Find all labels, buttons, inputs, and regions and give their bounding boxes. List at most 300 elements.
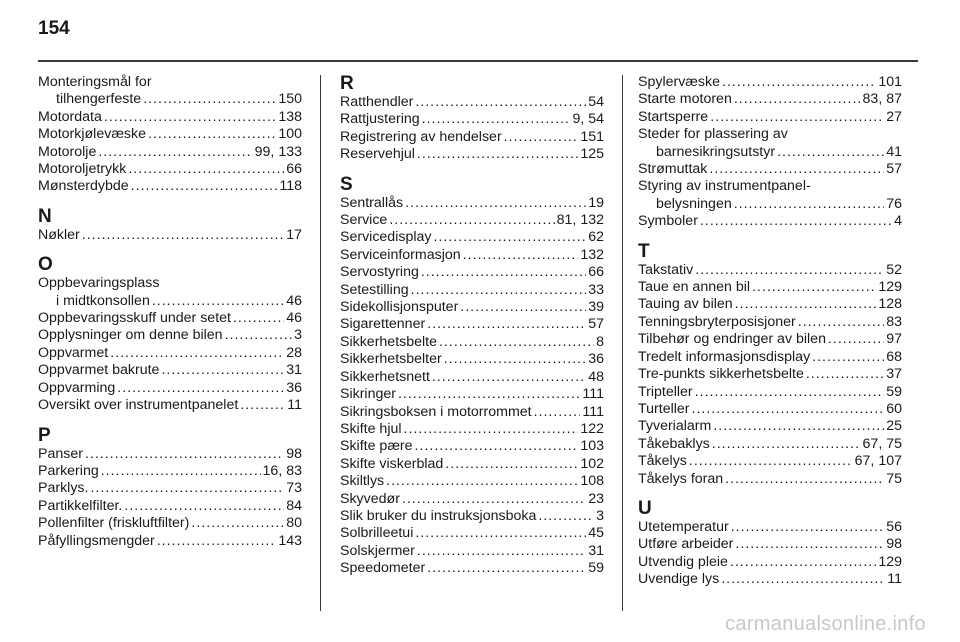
dot-leader bbox=[710, 109, 884, 126]
index-term: Uvendige lys bbox=[638, 571, 720, 588]
dot-leader bbox=[439, 334, 594, 351]
page-reference: 73 bbox=[286, 480, 302, 497]
index-term: Turteller bbox=[638, 400, 690, 417]
dot-leader bbox=[124, 498, 284, 515]
index-entry bbox=[38, 397, 302, 414]
index-term: Pollenfilter (friskluftfilter) bbox=[38, 515, 190, 532]
dot-leader bbox=[152, 293, 284, 310]
index-term: Servicedisplay bbox=[340, 229, 432, 246]
header-rule bbox=[38, 60, 918, 62]
index-term: Motordata bbox=[38, 108, 102, 125]
index-term: Mønsterdybde bbox=[38, 178, 129, 195]
index-entry bbox=[38, 362, 302, 379]
index-entry bbox=[638, 536, 902, 553]
index-entry bbox=[38, 227, 302, 244]
dot-leader bbox=[404, 421, 579, 438]
index-entry bbox=[38, 293, 302, 310]
dot-leader bbox=[700, 213, 892, 230]
index-term: Symboler bbox=[638, 213, 698, 230]
index-entry bbox=[340, 299, 604, 316]
index-term: Panser bbox=[38, 445, 83, 462]
dot-leader bbox=[233, 310, 284, 327]
page-reference: 27 bbox=[886, 108, 902, 125]
index-entry bbox=[638, 109, 902, 126]
dot-leader bbox=[712, 436, 861, 453]
index-entry bbox=[38, 144, 302, 161]
dot-leader bbox=[427, 316, 586, 333]
index-entry-heading: Monteringsmål for bbox=[38, 74, 152, 90]
page-reference: 129 bbox=[878, 279, 902, 296]
page-reference: 84 bbox=[286, 497, 302, 514]
index-term: Sikringer bbox=[340, 386, 396, 403]
page-reference: 66 bbox=[588, 264, 604, 281]
dot-leader bbox=[695, 384, 885, 401]
index-section-t bbox=[638, 242, 902, 488]
page-reference: 39 bbox=[588, 299, 604, 316]
page-reference: 60 bbox=[886, 400, 902, 417]
index-term: Oppbevaringsskuff under setet bbox=[38, 310, 231, 327]
dot-leader bbox=[752, 279, 876, 296]
dot-leader bbox=[427, 560, 586, 577]
page-reference: 46 bbox=[286, 292, 302, 309]
index-term: Sidekollisjonsputer bbox=[340, 299, 459, 316]
index-entry bbox=[340, 456, 604, 473]
page-reference: 17 bbox=[286, 226, 302, 243]
page-reference: 98 bbox=[886, 536, 902, 553]
index-term: Motoroljetrykk bbox=[38, 161, 127, 178]
index-entry bbox=[340, 316, 604, 333]
page-reference: 45 bbox=[588, 525, 604, 542]
index-section-u bbox=[638, 499, 902, 589]
page-reference: 23 bbox=[588, 490, 604, 507]
dot-leader bbox=[734, 91, 861, 108]
dot-leader bbox=[730, 554, 876, 571]
page-reference: 8 bbox=[596, 333, 604, 350]
page-reference: 81, 132 bbox=[556, 212, 604, 229]
index-entry bbox=[340, 525, 604, 542]
page-reference: 3 bbox=[294, 327, 302, 344]
index-term: Oppvarmet bakrute bbox=[38, 362, 160, 379]
dot-leader bbox=[402, 491, 586, 508]
index-term: Utvendig pleie bbox=[638, 553, 728, 570]
page-reference: 118 bbox=[279, 178, 302, 195]
index-term: Rattjustering bbox=[340, 111, 420, 128]
index-term: Opplysninger om denne bilen bbox=[38, 327, 223, 344]
index-section-r bbox=[340, 74, 604, 164]
index-entry bbox=[38, 480, 302, 497]
index-entry bbox=[38, 515, 302, 532]
index-entry bbox=[340, 334, 604, 351]
dot-leader bbox=[713, 418, 884, 435]
index-entry bbox=[340, 229, 604, 246]
dot-leader bbox=[421, 264, 586, 281]
dot-leader bbox=[734, 196, 884, 213]
dot-leader bbox=[725, 471, 884, 488]
index-term: Partikkelfilter. bbox=[38, 497, 123, 514]
index-term: i midtkonsollen bbox=[56, 292, 150, 309]
dot-leader bbox=[405, 195, 586, 212]
dot-leader bbox=[131, 178, 278, 195]
index-term: Tyverialarm bbox=[638, 418, 712, 435]
index-entry bbox=[38, 327, 302, 344]
page-reference: 108 bbox=[580, 473, 604, 490]
index-term: barnesikringsutstyr bbox=[656, 143, 776, 160]
index-entry bbox=[638, 296, 902, 313]
dot-leader bbox=[417, 543, 586, 560]
page-reference: 76 bbox=[886, 195, 902, 212]
index-entry bbox=[38, 446, 302, 463]
index-term: Solskjermer bbox=[340, 542, 415, 559]
index-entry bbox=[638, 366, 902, 383]
index-entry bbox=[638, 418, 902, 435]
index-term: Tilbehør og endringer av bilen bbox=[638, 331, 826, 348]
index-term: Utføre arbeider bbox=[638, 536, 734, 553]
index-entry bbox=[340, 351, 604, 368]
index-term: Skifte viskerblad bbox=[340, 455, 444, 472]
dot-leader bbox=[709, 161, 884, 178]
dot-leader bbox=[828, 331, 884, 348]
dot-leader bbox=[110, 345, 284, 362]
page-reference: 125 bbox=[580, 146, 604, 163]
dot-leader bbox=[417, 146, 578, 163]
dot-leader bbox=[85, 446, 284, 463]
index-entry bbox=[340, 212, 604, 229]
index-term: Slik bruker du instruksjonsboka bbox=[340, 507, 537, 524]
index-entry bbox=[38, 91, 302, 108]
index-term: Tripteller bbox=[638, 383, 693, 400]
section-letter: S bbox=[340, 173, 353, 195]
dot-leader bbox=[104, 109, 276, 126]
index-entry-heading: Styring av instrumentpanel- bbox=[638, 178, 811, 195]
index-entry bbox=[38, 109, 302, 126]
index-entry bbox=[38, 498, 302, 515]
index-term: Tåkelys foran bbox=[638, 470, 724, 487]
page-reference: 59 bbox=[588, 560, 604, 577]
page-reference: 57 bbox=[588, 316, 604, 333]
index-term: Skifte hjul bbox=[340, 420, 402, 437]
index-entry bbox=[638, 453, 902, 470]
index-section-o bbox=[38, 255, 302, 414]
dot-leader bbox=[692, 401, 885, 418]
dot-leader bbox=[415, 94, 586, 111]
dot-leader bbox=[411, 282, 587, 299]
dot-leader bbox=[806, 366, 884, 383]
page-reference: 99, 133 bbox=[254, 143, 302, 160]
dot-leader bbox=[460, 299, 586, 316]
index-term: Servostyring bbox=[340, 264, 419, 281]
section-letter: P bbox=[38, 424, 51, 446]
index-term: Serviceinformasjon bbox=[340, 246, 461, 263]
page-reference: 28 bbox=[286, 344, 302, 361]
page-reference: 98 bbox=[286, 445, 302, 462]
index-term: Tredelt informasjonsdisplay bbox=[638, 348, 811, 365]
index-entry bbox=[340, 94, 604, 111]
index-entry bbox=[38, 380, 302, 397]
page-reference: 16, 83 bbox=[262, 462, 302, 479]
page-reference: 11 bbox=[287, 397, 302, 414]
page-reference: 31 bbox=[588, 542, 604, 559]
dot-leader bbox=[98, 144, 252, 161]
index-term: Tåkebaklys bbox=[638, 435, 710, 452]
index-term: Spylervæske bbox=[638, 74, 721, 90]
page-reference: 66 bbox=[286, 161, 302, 178]
page-reference: 97 bbox=[886, 331, 902, 348]
index-entry bbox=[638, 331, 902, 348]
page-reference: 128 bbox=[878, 296, 902, 313]
index-entry bbox=[340, 491, 604, 508]
page-reference: 100 bbox=[278, 126, 302, 143]
index-term: Registrering av hendelser bbox=[340, 128, 502, 145]
page-reference: 4 bbox=[894, 213, 902, 230]
dot-leader bbox=[148, 126, 276, 143]
page-reference: 41 bbox=[886, 143, 902, 160]
index-entry bbox=[38, 310, 302, 327]
index-term: Oppvarming bbox=[38, 379, 116, 396]
page-reference: 62 bbox=[588, 229, 604, 246]
index-term: tilhengerfeste bbox=[56, 91, 142, 108]
index-term: Reservehjul bbox=[340, 146, 415, 163]
index-entry bbox=[638, 314, 902, 331]
dot-leader bbox=[689, 453, 853, 470]
page-reference: 46 bbox=[286, 310, 302, 327]
index-term: Startsperre bbox=[638, 108, 709, 125]
index-entry bbox=[638, 349, 902, 366]
index-entry bbox=[340, 508, 604, 525]
index-entry-heading: Oppbevaringsplass bbox=[38, 275, 160, 292]
index-entry bbox=[638, 554, 902, 571]
dot-leader bbox=[445, 456, 578, 473]
page-reference: 101 bbox=[878, 74, 902, 90]
index-entry bbox=[638, 384, 902, 401]
dot-leader bbox=[415, 438, 579, 455]
index-term: Skiltlys bbox=[340, 473, 385, 490]
index-entry bbox=[638, 262, 902, 279]
index-entry bbox=[38, 126, 302, 143]
dot-leader bbox=[128, 161, 284, 178]
index-column-2 bbox=[340, 74, 604, 578]
index-term: Påfyllingsmengder bbox=[38, 532, 155, 549]
index-entry bbox=[340, 195, 604, 212]
section-letter: O bbox=[38, 254, 53, 276]
dot-leader bbox=[240, 397, 285, 414]
page-reference: 150 bbox=[278, 91, 302, 108]
index-column-3 bbox=[638, 74, 902, 589]
dot-leader bbox=[463, 247, 579, 264]
page-reference: 122 bbox=[580, 420, 604, 437]
dot-leader bbox=[798, 314, 884, 331]
index-entry bbox=[38, 161, 302, 178]
page-number: 154 bbox=[38, 18, 70, 39]
index-term: Sikkerhetsbelte bbox=[340, 333, 437, 350]
index-entry bbox=[638, 196, 902, 213]
page-reference: 103 bbox=[580, 438, 604, 455]
page-reference: 33 bbox=[588, 281, 604, 298]
watermark: carmanualsonline.info bbox=[725, 613, 926, 635]
dot-leader bbox=[735, 296, 877, 313]
dot-leader bbox=[721, 571, 885, 588]
index-entry bbox=[638, 401, 902, 418]
dot-leader bbox=[157, 533, 277, 550]
index-term: Strømuttak bbox=[638, 161, 708, 178]
index-section-p bbox=[38, 426, 302, 550]
dot-leader bbox=[389, 212, 554, 229]
index-entry bbox=[638, 144, 902, 161]
index-entry bbox=[340, 421, 604, 438]
section-letter: T bbox=[638, 240, 650, 262]
index-term: Sikringsboksen i motorrommet bbox=[340, 403, 532, 420]
index-entry bbox=[638, 279, 902, 296]
index-term: Parklys. bbox=[38, 480, 89, 497]
index-term: Speedometer bbox=[340, 560, 426, 577]
index-entry bbox=[340, 282, 604, 299]
index-term: Motorkjølevæske bbox=[38, 126, 147, 143]
index-term: Tåkelys bbox=[638, 453, 687, 470]
index-entry bbox=[340, 247, 604, 264]
page-reference: 68 bbox=[886, 348, 902, 365]
dot-leader bbox=[432, 369, 586, 386]
dot-leader bbox=[444, 351, 586, 368]
dot-leader bbox=[143, 91, 276, 108]
page-reference: 57 bbox=[886, 161, 902, 178]
index-entry bbox=[638, 74, 902, 91]
index-term: Takstativ bbox=[638, 261, 694, 278]
index-section-continued bbox=[638, 74, 902, 231]
index-entry bbox=[38, 533, 302, 550]
column-divider-2 bbox=[622, 75, 623, 611]
index-entry bbox=[638, 519, 902, 536]
index-entry bbox=[638, 91, 902, 108]
index-term: Sikkerhetsnett bbox=[340, 368, 430, 385]
index-entry bbox=[38, 463, 302, 480]
page-reference: 11 bbox=[887, 571, 902, 588]
index-term: Skyvedør bbox=[340, 490, 400, 507]
index-entry bbox=[638, 471, 902, 488]
index-entry bbox=[638, 571, 902, 588]
index-term: Oppvarmet bbox=[38, 344, 109, 361]
index-entry bbox=[38, 345, 302, 362]
page-reference: 56 bbox=[886, 518, 902, 535]
dot-leader bbox=[161, 362, 284, 379]
page-reference: 67, 107 bbox=[854, 453, 902, 470]
page-reference: 25 bbox=[886, 418, 902, 435]
page-reference: 102 bbox=[580, 455, 604, 472]
index-term: Sentrallås bbox=[340, 194, 404, 211]
index-term: Sigarettenner bbox=[340, 316, 426, 333]
page-reference: 31 bbox=[286, 362, 302, 379]
index-term: Parkering bbox=[38, 462, 99, 479]
dot-leader bbox=[117, 380, 284, 397]
page-reference: 129 bbox=[878, 553, 902, 570]
page-reference: 75 bbox=[886, 470, 902, 487]
index-entry bbox=[340, 543, 604, 560]
index-term: Setestilling bbox=[340, 281, 409, 298]
index-term: Tenningsbryterposisjoner bbox=[638, 313, 796, 330]
index-term: Utetemperatur bbox=[638, 518, 729, 535]
page-reference: 138 bbox=[278, 108, 302, 125]
index-term: Taue en annen bil bbox=[638, 279, 751, 296]
dot-leader bbox=[534, 404, 581, 421]
index-section-s bbox=[340, 175, 604, 578]
page-reference: 9, 54 bbox=[572, 111, 604, 128]
index-term: Ratthendler bbox=[340, 94, 414, 110]
index-entry bbox=[38, 178, 302, 195]
page-reference: 59 bbox=[886, 383, 902, 400]
page-reference: 36 bbox=[588, 351, 604, 368]
index-term: Motorolje bbox=[38, 143, 97, 160]
page-reference: 37 bbox=[886, 366, 902, 383]
dot-leader bbox=[225, 327, 293, 344]
dot-leader bbox=[777, 144, 884, 161]
dot-leader bbox=[90, 480, 284, 497]
index-term: Starte motoren bbox=[638, 91, 732, 108]
page-reference: 83, 87 bbox=[862, 91, 902, 108]
page-reference: 36 bbox=[286, 379, 302, 396]
index-term: Sikkerhetsbelter bbox=[340, 351, 442, 368]
index-section-n bbox=[38, 207, 302, 244]
dot-leader bbox=[433, 229, 586, 246]
index-entry bbox=[340, 404, 604, 421]
dot-leader bbox=[82, 227, 284, 244]
dot-leader bbox=[422, 111, 571, 128]
dot-leader bbox=[722, 74, 876, 91]
dot-leader bbox=[415, 525, 586, 542]
section-letter: R bbox=[340, 73, 354, 94]
index-entry bbox=[340, 264, 604, 281]
column-divider-1 bbox=[320, 75, 321, 611]
index-section-continued bbox=[38, 74, 302, 196]
page-reference: 132 bbox=[580, 246, 604, 263]
index-term: Solbrilleetui bbox=[340, 525, 414, 542]
dot-leader bbox=[191, 515, 284, 532]
page-reference: 48 bbox=[588, 368, 604, 385]
index-term: Skifte pære bbox=[340, 438, 413, 455]
index-entry bbox=[638, 161, 902, 178]
index-term: Oversikt over instrumentpanelet bbox=[38, 397, 239, 414]
index-term: Service bbox=[340, 212, 388, 229]
index-entry bbox=[340, 560, 604, 577]
dot-leader bbox=[695, 262, 884, 279]
dot-leader bbox=[735, 536, 884, 553]
index-entry bbox=[340, 111, 604, 128]
dot-leader bbox=[504, 129, 579, 146]
index-term: belysningen bbox=[656, 195, 732, 212]
page-reference: 3 bbox=[596, 507, 604, 524]
index-entry bbox=[340, 438, 604, 455]
section-letter: U bbox=[638, 497, 652, 519]
dot-leader bbox=[386, 473, 578, 490]
page-reference: 80 bbox=[286, 515, 302, 532]
index-column-1 bbox=[38, 74, 302, 550]
page-reference: 19 bbox=[588, 194, 604, 211]
page-reference: 143 bbox=[278, 532, 302, 549]
page-reference: 54 bbox=[588, 94, 604, 110]
dot-leader bbox=[398, 386, 580, 403]
index-entry bbox=[340, 369, 604, 386]
index-entry bbox=[340, 129, 604, 146]
index-entry bbox=[638, 213, 902, 230]
dot-leader bbox=[101, 463, 261, 480]
dot-leader bbox=[538, 508, 594, 525]
dot-leader bbox=[812, 349, 884, 366]
index-entry bbox=[638, 436, 902, 453]
page-reference: 111 bbox=[582, 386, 604, 403]
index-entry-heading: Steder for plassering av bbox=[638, 126, 788, 143]
page-reference: 111 bbox=[582, 403, 604, 420]
index-term: Tauing av bilen bbox=[638, 296, 733, 313]
dot-leader bbox=[731, 519, 885, 536]
index-term: Tre-punkts sikkerhetsbelte bbox=[638, 366, 804, 383]
index-entry bbox=[340, 386, 604, 403]
